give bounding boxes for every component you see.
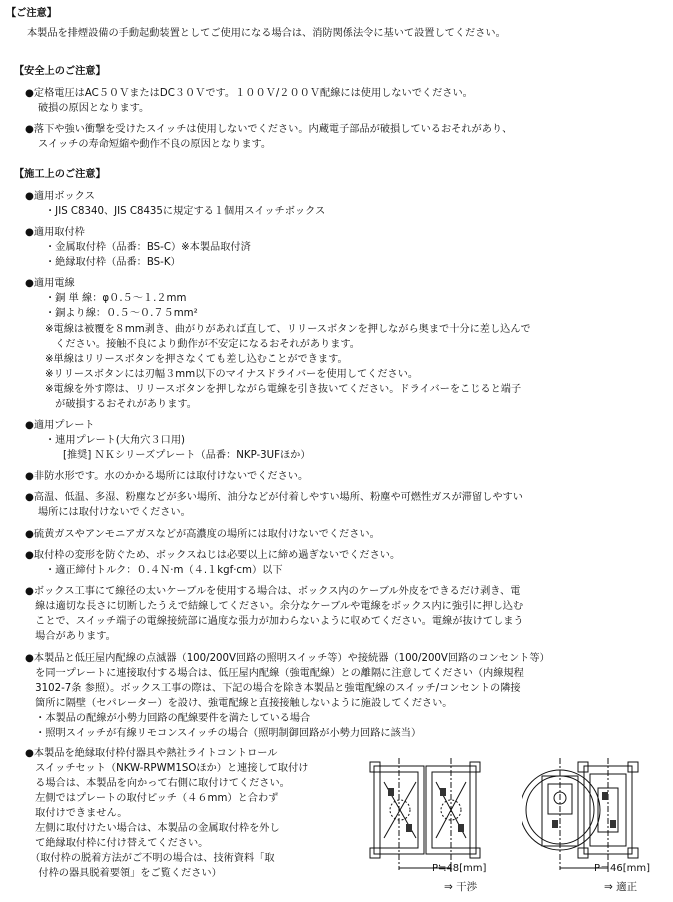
cable-line-3: ことで、スイッチ端子の電線接続部に過度な張力が加わらないように収めてください。電線が抜けてしまう — [25, 616, 524, 627]
insulated-line-8: （取付枠の脱着方法がご不明の場合は、技術資料「取 — [25, 853, 275, 864]
wire-line-2: ・銅より線：０.５～０.７５mm² — [45, 308, 198, 319]
insulated-line-3: る場合は、本製品を向かって右側に取付けてください。 — [25, 778, 290, 789]
lowvoltage-line-1: ●本製品と低圧屋内配線の点滅器（100/200V回路の照明スイッチ等）や接続器（100/200V回路のコンセント等） — [25, 653, 550, 664]
wire-line-6: ※リリースボタンには刃幅３mm以下のマイナスドライバーを使用してください。 — [45, 369, 419, 380]
wire-line-3: ※電線は被覆を８mm剥き、曲がりがあれば直して、リリースボタンを押しながら奥まで十分に差し込んで — [45, 324, 531, 335]
safety-item-2-line-2: スイッチの寿命短縮や動作不良の原因となります。 — [38, 139, 272, 150]
construction-title: 【施工上のご注意】 — [14, 169, 106, 180]
figure-right-proper — [522, 758, 670, 898]
wire-line-1: ・銅 単 線：φ０.５～１.２mm — [45, 293, 187, 304]
cable-line-4: 場合があります。 — [25, 631, 116, 642]
box-line: ・JIS C8340、JIS C8435に規定する１個用スイッチボックス — [45, 206, 326, 217]
cable-line-1: ●ボックス工事にて線径の太いケーブルを使用する場合は、ボックス内のケーブル外皮をできるだけ剥き、電 — [25, 586, 521, 597]
environment-line-2: 場所には取付けないでください。 — [38, 507, 191, 518]
wire-line-7: ※電線を外す際は、リリースボタンを押しながら電線を引き抜いてください。ドライバーをこじると端子 — [45, 384, 522, 395]
gas-note: ●硫黄ガスやアンモニアガスなどが高濃度の場所には取付けないでください。 — [25, 529, 380, 540]
notice-text: 本製品を排煙設備の手動起動装置としてご使用になる場合は、消防関係法令に基いて設置してください。 — [27, 28, 506, 39]
safety-item-1-line-1: ●定格電圧はAC５０ＶまたはDC３０Ｖです。１００Ｖ/２００Ｖ配線には使用しないでください。 — [25, 88, 473, 99]
safety-item-2-line-1: ●落下や強い衝撃を受けたスイッチは使用しないでください。内蔵電子部品が破損しているおそれがあり、 — [25, 124, 513, 135]
plate-line-1: ・連用プレート(大角穴３口用) — [45, 435, 185, 446]
insulated-line-1: ●本製品を絶縁取付枠付器具や熱社ライトコントロール — [25, 748, 278, 759]
frame-line-2: ・絶縁取付枠（品番：BS-K） — [45, 257, 181, 268]
lowvoltage-line-4: 箇所に隔壁（セパレーター）を設け、強電配線と直接接触しないように施設してください。 — [25, 698, 453, 709]
notice-title: 【ご注意】 — [6, 8, 57, 19]
figure-left-verdict: ⇒ 干渉 — [444, 881, 478, 893]
plate-line-2: [推奨] ＮＫシリーズプレート（品番：NKP-3UFほか） — [63, 450, 311, 461]
lowvoltage-line-2: を同一プレートに連接取付する場合は、低圧屋内配線（強電配線）との離隔に注意してください（内線規程 — [25, 668, 524, 679]
figure-left-interference — [366, 758, 506, 898]
plate-heading: ●適用プレート — [25, 420, 95, 431]
deform-heading: ●取付枠の変形を防ぐため、ボックスねじは必要以上に締め過ぎないでください。 — [25, 550, 401, 561]
insulated-line-2: スイッチセット（NKW-RPWM1SOほか）と連接して取付け — [25, 763, 309, 774]
wire-heading: ●適用電線 — [25, 278, 75, 289]
lowvoltage-line-3: 3102-7条 参照）。ボックス工事の際は、下記の場合を除き本製品と強電配線のスイッチ/コンセントの隣接 — [25, 683, 521, 694]
lowvoltage-line-5: ・本製品の配線が小勢力回路の配線要件を満たしている場合 — [25, 713, 311, 724]
frame-line-1: ・金属取付枠（品番：BS-C）※本製品取付済 — [45, 242, 251, 253]
insulated-line-6: 左側に取付けたい場合は、本製品の金属取付枠を外し — [25, 823, 280, 834]
figure-right-drawing — [522, 758, 670, 898]
deform-line: ・適正締付トルク：０.４Ｎ·m（４.１kgf·cm）以下 — [45, 565, 283, 576]
figure-right-pitch: P＝46[mm] — [594, 863, 651, 874]
frame-heading: ●適用取付枠 — [25, 227, 85, 238]
environment-line-1: ●高温、低温、多湿、粉塵などが多い場所、油分などが付着しやすい場所、粉塵や可燃性ガスが滞留しやすい — [25, 492, 523, 503]
safety-item-1-line-2: 破損の原因となります。 — [38, 103, 150, 114]
lowvoltage-line-6: ・照明スイッチが有線リモコンスイッチの場合（照明制御回路が小勢力回路に該当） — [25, 728, 422, 739]
wire-line-8: が破損するおそれがあります。 — [45, 399, 197, 410]
figure-right-verdict: ⇒ 適正 — [604, 881, 638, 893]
wire-line-5: ※単線はリリースボタンを押さなくても差し込むことができます。 — [45, 354, 348, 365]
insulated-line-5: 取付けできません。 — [25, 808, 128, 819]
insulated-line-7: て絶縁取付枠に付け替えてください。 — [25, 838, 209, 849]
safety-title: 【安全上のご注意】 — [14, 66, 106, 77]
wire-line-4: ください。接触不良により動作が不安定になるおそれがあります。 — [45, 339, 360, 350]
insulated-line-9: 付枠の器具脱着要領」をご覧ください） — [25, 868, 222, 879]
figure-left-drawing — [366, 758, 506, 898]
cable-line-2: 線は適切な長さに切断したうえで結線してください。余分なケーブルや電線をボックス内に強引に押し込む — [25, 601, 524, 612]
waterproof-note: ●非防水形です。水のかかる場所には取付けないでください。 — [25, 471, 309, 482]
figure-left-pitch: P≒48[mm] — [432, 863, 487, 874]
box-heading: ●適用ボックス — [25, 191, 95, 202]
insulated-line-4: 左側ではプレートの取付ピッチ（４６mm）と合わず — [25, 793, 279, 804]
